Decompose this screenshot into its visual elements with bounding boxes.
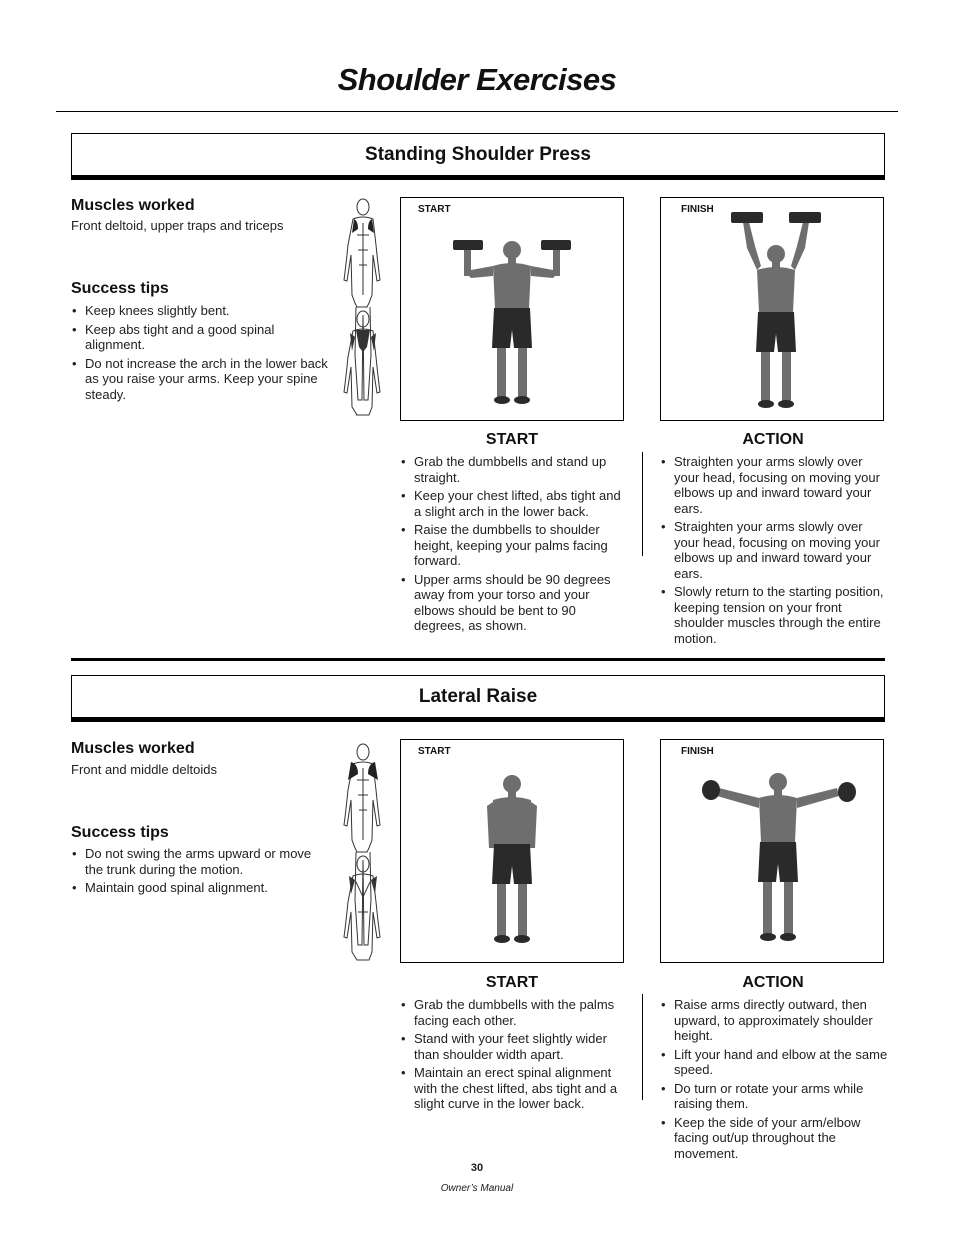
tip-item: • Do not swing the arms upward or move the trunk during the motion. xyxy=(71,846,331,877)
anatomy-muscle-diagram xyxy=(336,740,390,962)
photo-start-shoulder-press xyxy=(400,197,624,421)
photo-tag-finish: FINISH xyxy=(681,746,714,757)
action-steps-list xyxy=(660,454,888,649)
section-divider xyxy=(71,658,885,661)
success-tips-label: Success tips xyxy=(71,280,169,297)
tip-item: • Keep abs tight and a good spinal alignment. xyxy=(71,322,331,353)
section-header-lateral-raise: Lateral Raise xyxy=(71,675,885,722)
column-divider xyxy=(642,452,643,556)
photo-tag-start: START xyxy=(418,746,451,757)
start-step: • Grab the dumbbells and stand up straight. xyxy=(400,454,626,485)
muscles-worked-text: Front deltoid, upper traps and triceps xyxy=(71,218,284,233)
column-divider xyxy=(642,994,643,1100)
action-heading: ACTION xyxy=(742,431,804,448)
success-tips-label: Success tips xyxy=(71,824,169,841)
footer-label: Owner’s Manual xyxy=(440,1183,514,1194)
action-step: • Slowly return to the starting position, keeping tension on your front shoulder muscles through the entire motion. xyxy=(660,584,888,646)
start-step: • Grab the dumbbells with the palms facing each other. xyxy=(400,997,626,1028)
figure-raise-finish xyxy=(661,740,883,962)
figure-press-finish xyxy=(661,198,883,420)
tip-item: • Maintain good spinal alignment. xyxy=(71,880,331,896)
action-step: • Keep the side of your arm/elbow facing out/up throughout the movement. xyxy=(660,1115,888,1162)
photo-tag-start: START xyxy=(418,204,451,215)
start-step: • Raise the dumbbells to shoulder height, keeping your palms facing forward. xyxy=(400,522,626,569)
success-tips-list xyxy=(71,303,331,405)
action-step: • Do turn or rotate your arms while raising them. xyxy=(660,1081,888,1112)
start-heading: START xyxy=(485,431,539,448)
action-heading: ACTION xyxy=(742,974,804,991)
tip-item: • Do not increase the arch in the lower back as you raise your arms. Keep your spine steady. xyxy=(71,356,331,403)
muscles-worked-label: Muscles worked xyxy=(71,197,195,214)
start-step: • Upper arms should be 90 degrees away from your torso and your elbows should be bent to 90 degrees, as shown. xyxy=(400,572,626,634)
figure-raise-start xyxy=(401,740,623,962)
muscles-worked-text: Front and middle deltoids xyxy=(71,762,217,777)
action-step: • Straighten your arms slowly over your head, focusing on moving your elbows up and inward toward your ears. xyxy=(660,454,888,516)
start-step: • Maintain an erect spinal alignment with the chest lifted, abs tight and a slight curve in the lower back. xyxy=(400,1065,626,1112)
photo-start-lateral-raise xyxy=(400,739,624,963)
muscles-worked-label: Muscles worked xyxy=(71,740,195,757)
action-step: • Straighten your arms slowly over your head, focusing on moving your elbows up and inward toward your ears. xyxy=(660,519,888,581)
action-steps-list xyxy=(660,997,888,1164)
title-divider xyxy=(56,111,898,112)
action-step: • Lift your hand and elbow at the same speed. xyxy=(660,1047,888,1078)
start-steps-list xyxy=(400,454,626,637)
photo-finish-shoulder-press xyxy=(660,197,884,421)
anatomy-muscle-diagram xyxy=(336,195,390,417)
page-number: 30 xyxy=(470,1162,484,1174)
page-title: Shoulder Exercises xyxy=(337,62,617,97)
start-steps-list xyxy=(400,997,626,1115)
tip-item: • Keep knees slightly bent. xyxy=(71,303,331,319)
success-tips-list xyxy=(71,846,331,899)
figure-press-start xyxy=(401,198,623,420)
start-heading: START xyxy=(485,974,539,991)
start-step: • Stand with your feet slightly wider than shoulder width apart. xyxy=(400,1031,626,1062)
section-header-shoulder-press: Standing Shoulder Press xyxy=(71,133,885,180)
photo-tag-finish: FINISH xyxy=(681,204,714,215)
start-step: • Keep your chest lifted, abs tight and a slight arch in the lower back. xyxy=(400,488,626,519)
photo-finish-lateral-raise xyxy=(660,739,884,963)
action-step: • Raise arms directly outward, then upward, to approximately shoulder height. xyxy=(660,997,888,1044)
